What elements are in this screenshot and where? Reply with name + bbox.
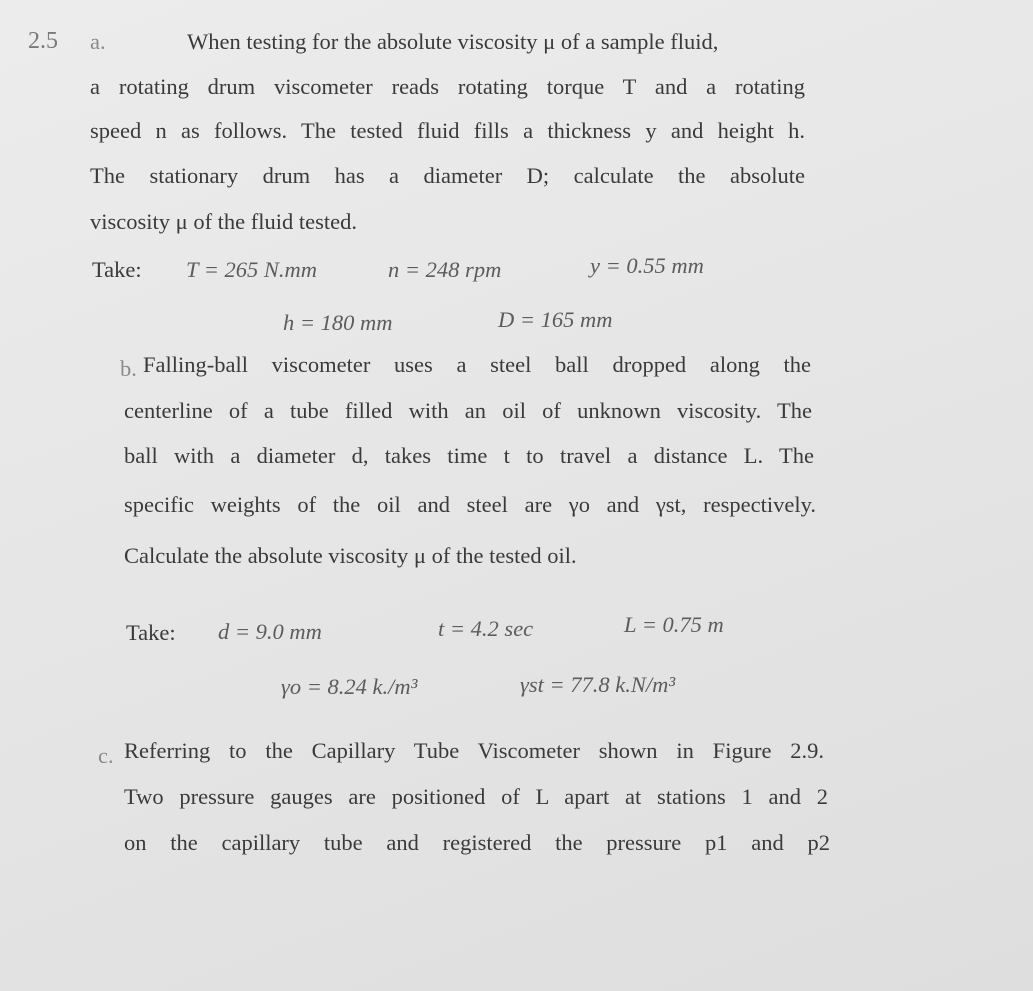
- part-b-label: b.: [120, 356, 137, 381]
- problem-number: 2.5: [28, 28, 58, 54]
- part-c-line-2: Two pressure gauges are positioned of L apart at stations 1 and 2: [124, 784, 828, 809]
- part-b-line-1: Falling-ball viscometer uses a steel ball dropped along the: [143, 352, 811, 377]
- given-ball-diameter: d = 9.0 mm: [218, 619, 322, 644]
- part-b-line-5: Calculate the absolute viscosity μ of the tested oil.: [124, 543, 577, 568]
- part-b-line-2: centerline of a tube filled with an oil of unknown viscosity. The: [124, 398, 812, 423]
- given-diameter: D = 165 mm: [498, 307, 613, 332]
- given-oil-specific-weight: γo = 8.24 k./m³: [281, 674, 418, 699]
- part-a-label: a.: [90, 29, 106, 54]
- part-c-line-3: on the capillary tube and registered the pressure p1 and p2: [124, 830, 830, 855]
- part-a-line-5: viscosity μ of the fluid tested.: [90, 209, 358, 234]
- part-b-take-label: Take:: [126, 620, 176, 645]
- part-c-line-1: Referring to the Capillary Tube Viscometer shown in Figure 2.9.: [124, 738, 824, 763]
- given-torque: T = 265 N.mm: [186, 257, 318, 282]
- part-a-line-1: When testing for the absolute viscosity μ of a sample fluid,: [187, 29, 719, 54]
- given-thickness: y = 0.55 mm: [590, 253, 704, 278]
- given-height: h = 180 mm: [283, 310, 393, 335]
- part-b-line-4: specific weights of the oil and steel are γo and γst, respectively.: [124, 492, 816, 517]
- part-a-line-3: speed n as follows. The tested fluid fills a thickness y and height h.: [90, 118, 805, 143]
- given-distance: L = 0.75 m: [624, 612, 724, 637]
- part-a-line-2: a rotating drum viscometer reads rotating torque T and a rotating: [90, 74, 805, 99]
- given-steel-specific-weight: γst = 77.8 k.N/m³: [520, 672, 676, 697]
- part-b-line-3: ball with a diameter d, takes time t to travel a distance L. The: [124, 443, 814, 468]
- part-a-take-label: Take:: [92, 257, 142, 282]
- given-time: t = 4.2 sec: [438, 616, 534, 641]
- part-c-label: c.: [98, 743, 114, 768]
- given-speed: n = 248 rpm: [388, 257, 502, 282]
- part-a-line-4: The stationary drum has a diameter D; calculate the absolute: [90, 163, 805, 188]
